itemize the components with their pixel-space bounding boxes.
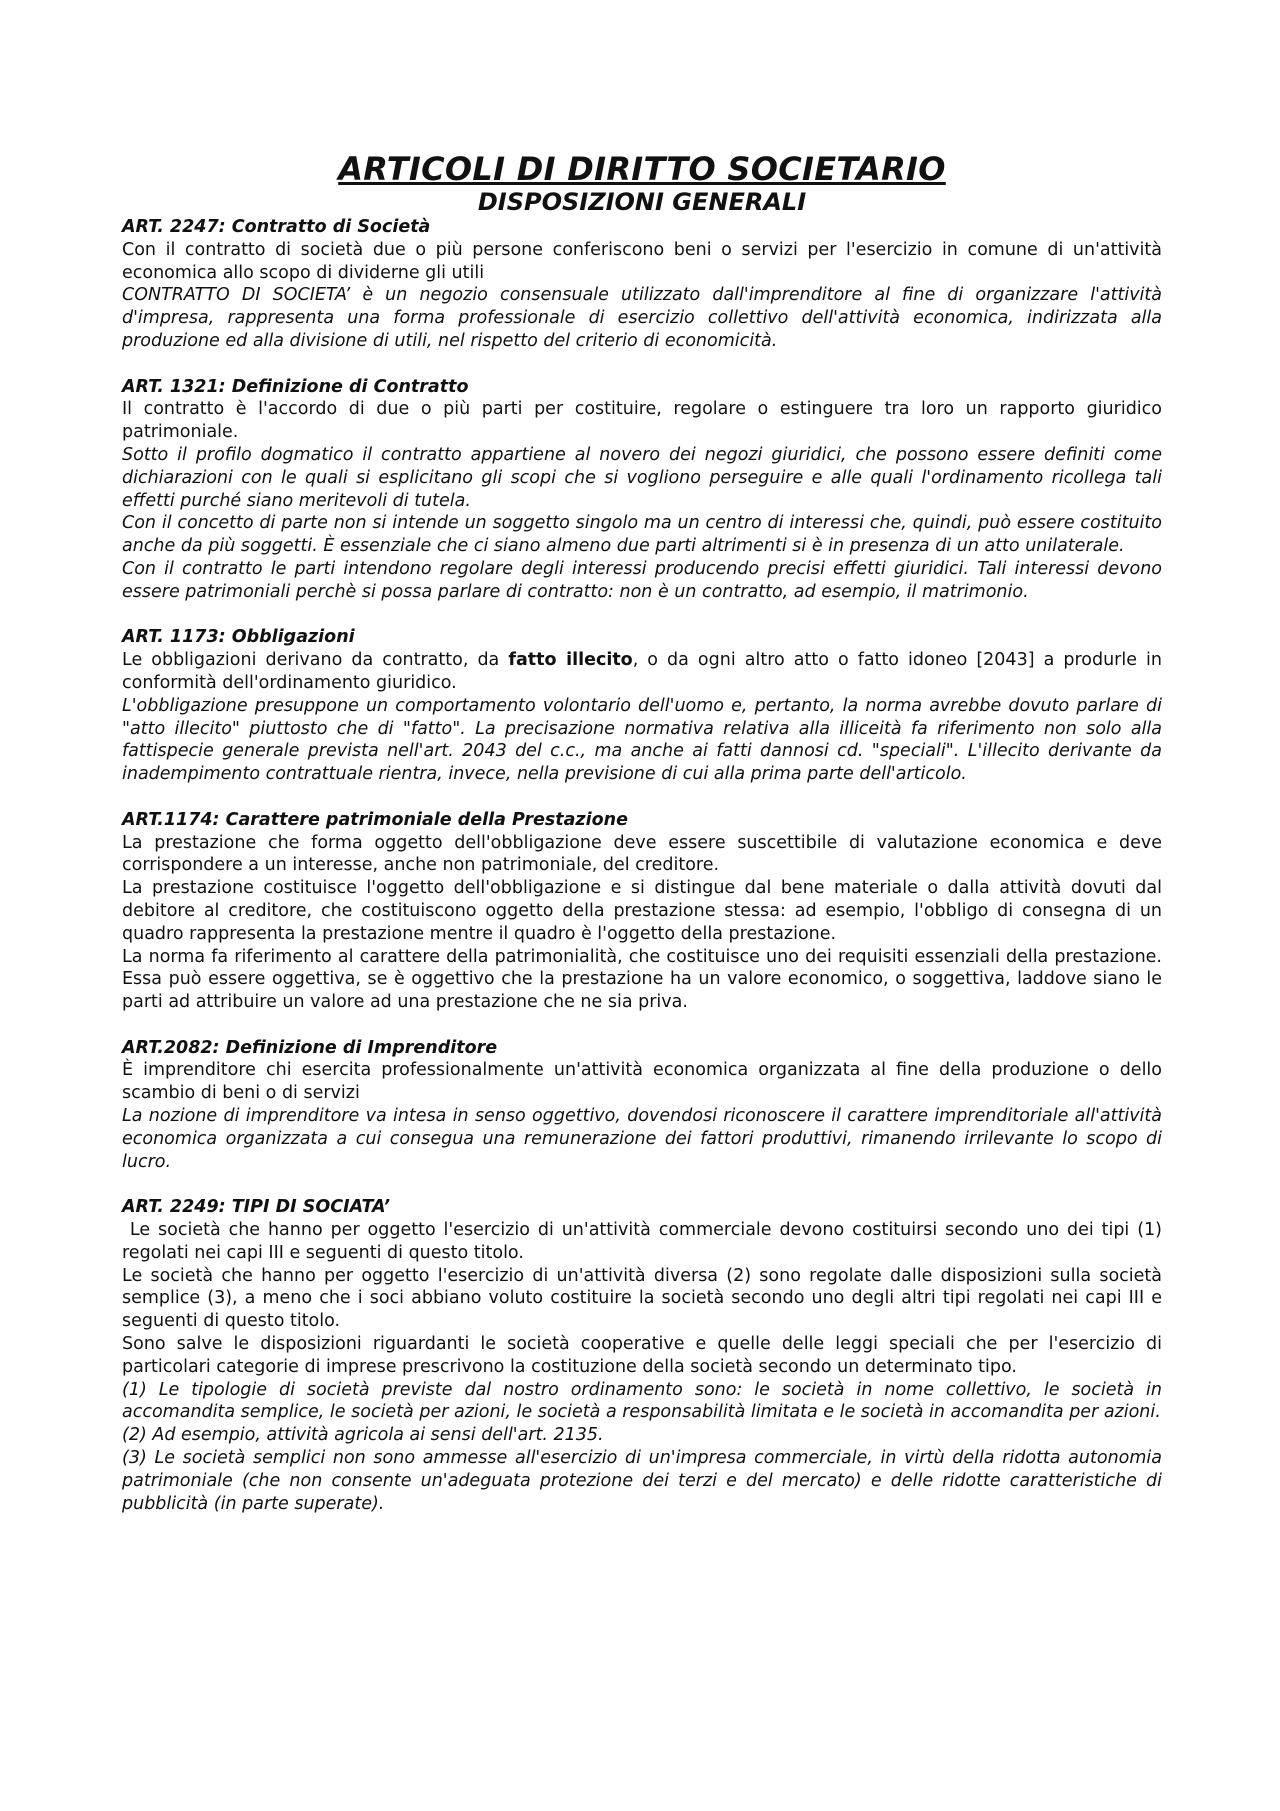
article-heading: ART.1174: Carattere patrimoniale della Prestazione <box>122 809 628 830</box>
article-commentary: CONTRATTO DI SOCIETA’ è un negozio consensuale utilizzato dall'imprenditore al fine di organizzare l'attività d'impresa, rappresenta una forma professionale di esercizio collettivo dell'attività economica, indirizzata alla produzione ed alla divisione di utili, nel rispetto del criterio di economicità. <box>122 285 1162 351</box>
article-heading: ART. 1321: Definizione di Contratto <box>122 376 469 397</box>
article-note: (3) Le società semplici non sono ammesse all'esercizio di un'impresa commerciale, in virtù della ridotta autonomia patrimoniale (che non consente un'adeguata protezione dei terzi e del mercato) e delle ridotte caratteristiche di pubblicità (in parte superate). <box>122 1448 1162 1514</box>
article-text: Con il contratto di società due o più persone conferiscono beni o servizi per l'esercizio in comune di un'attività economica allo scopo di dividerne gli utili <box>122 239 1162 283</box>
article-commentary: Con il contratto le parti intendono regolare degli interessi producendo precisi effetti giuridici. Tali interessi devono essere patrimoniali perchè si possa parlare di contratto: non è un contratto, ad esempio, il matrimonio. <box>122 558 1162 602</box>
article-1173 <box>122 626 1162 786</box>
document-subtitle: DISPOSIZIONI GENERALI <box>477 188 807 216</box>
article-1321 <box>122 376 1162 604</box>
article-paragraph: Le società che hanno per oggetto l'esercizio di un'attività diversa (2) sono regolate dalle disposizioni sulla società semplice (3), a meno che i soci abbiano voluto costituire la società secondo uno degli altri tipi regolati nei capi III e seguenti di questo titolo. <box>122 1265 1162 1332</box>
document-page <box>122 150 1168 1538</box>
article-commentary: Con il concetto di parte non si intende un soggetto singolo ma un centro di interessi che, quindi, può essere costituito anche da più soggetti. È essenziale che ci siano almeno due parti altrimenti si è in presenza di un atto unilaterale. <box>122 513 1162 557</box>
article-text-part: Le obbligazioni derivano da contratto, da <box>122 650 509 671</box>
article-2082 <box>122 1037 1162 1174</box>
article-commentary: La nozione di imprenditore va intesa in senso oggettivo, dovendosi riconoscere il carattere imprenditoriale all'attività economica organizzata a cui consegua una remunerazione dei fattori produttivi, rimanendo irrilevante lo scopo di lucro. <box>122 1106 1162 1172</box>
article-text: È imprenditore chi esercita professionalmente un'attività economica organizzata al fine della produzione o dello scambio di beni o di servizi <box>122 1060 1162 1104</box>
article-text-part: , o da ogni altro atto o fatto idoneo [2043] a produrle in conformità dell'ordinamento giuridico. <box>122 650 1162 693</box>
article-heading: ART. 2247: Contratto di Società <box>122 217 431 237</box>
article-note: (1) Le tipologie di società previste dal nostro ordinamento sono: le società in nome collettivo, le società in accomandita semplice, le società per azioni, le società a responsabilità limitata e le società in accomandita per azioni. <box>122 1379 1162 1423</box>
article-text: Il contratto è l'accordo di due o più parti per costituire, regolare o estinguere tra loro un rapporto giuridico patrimoniale. <box>122 399 1162 443</box>
article-commentary: L'obbligazione presuppone un comportamento volontario dell'uomo e, pertanto, la norma avrebbe dovuto parlare di "atto illecito" piuttosto che di "fatto". La precisazione normativa relativa alla illiceità fa riferimento non solo alla fattispecie generale prevista nell'art. 2043 del c.c., ma anche ai fatti dannosi cd. "speciali". L'illecito derivante da inadempimento contrattuale rientra, invece, nella previsione di cui alla prima parte dell'articolo. <box>122 695 1162 785</box>
article-heading: ART. 2249: TIPI DI SOCIATA’ <box>122 1197 391 1218</box>
article-heading: ART.2082: Definizione di Imprenditore <box>122 1037 498 1058</box>
article-text-emphasis: fatto illecito <box>508 650 633 671</box>
article-commentary: Sotto il profilo dogmatico il contratto appartiene al novero dei negozi giuridici, che possono essere definiti come dichiarazioni con le quali si esplicitano gli scopi che si vogliono perseguire e alle quali l'ordinamento ricollega tali effetti purché siano meritevoli di tutela. <box>122 444 1162 511</box>
article-1174 <box>122 809 1162 1014</box>
article-note: (2) Ad esempio, attività agricola ai sensi dell'art. 2135. <box>122 1425 604 1446</box>
article-paragraph: Sono salve le disposizioni riguardanti le società cooperative e quelle delle leggi speciali che per l'esercizio di particolari categorie di imprese prescrivono la costituzione della società secondo un determinato tipo. <box>122 1334 1162 1377</box>
article-paragraph: Le società che hanno per oggetto l'esercizio di un'attività commerciale devono costituirsi secondo uno dei tipi (1) regolati nei capi III e seguenti di questo titolo. <box>122 1220 1168 1263</box>
article-paragraph: La prestazione che forma oggetto dell'obbligazione deve essere suscettibile di valutazione economica e deve corrispondere a un interesse, anche non patrimoniale, del creditore. <box>122 832 1162 876</box>
article-paragraph: La prestazione costituisce l'oggetto dell'obbligazione e si distingue dal bene materiale o dalla attività dovuti dal debitore al creditore, che costituiscono oggetto della prestazione stessa: ad esempio, l'obbligo di consegna di un quadro rappresenta la prestazione mentre il quadro è l'oggetto della prestazione. <box>122 878 1162 944</box>
article-paragraph: La norma fa riferimento al carattere della patrimonialità, che costituisce uno dei requisiti essenziali della prestazione. Essa può essere oggettiva, se è oggettivo che la prestazione ha un valore economico, o soggettiva, laddove siano le parti ad attribuire un valore ad una prestazione che ne sia priva. <box>122 946 1162 1013</box>
article-2249 <box>122 1196 1168 1515</box>
document-title: ARTICOLI DI DIRITTO SOCIETARIO <box>338 150 946 188</box>
article-text <box>122 649 1162 695</box>
article-2247 <box>122 216 1162 353</box>
article-heading: ART. 1173: Obbligazioni <box>122 627 355 648</box>
